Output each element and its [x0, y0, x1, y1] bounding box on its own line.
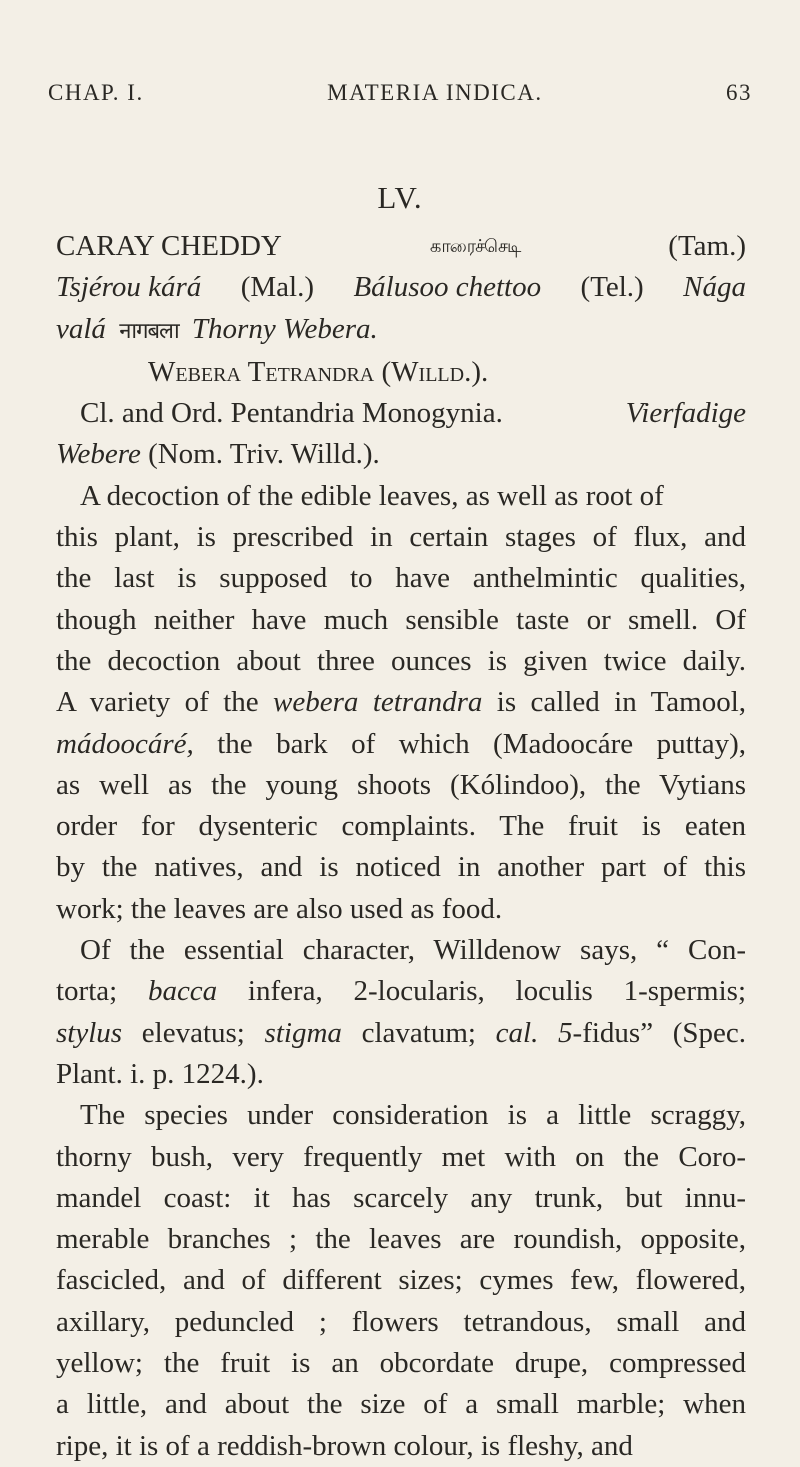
p4-line-3: mandel coast: it has scarcely any trunk, but innu- [56, 1181, 746, 1214]
p2-line-1: A decoction of the edible leaves, as well as root of [80, 479, 664, 512]
p4-line-1: The species under consideration is a little scraggy, [80, 1099, 746, 1132]
p2-line-11: work; the leaves are also used as food. [56, 892, 503, 925]
p2-line-6: A variety of the webera tetrandra is called in Tamool, [56, 686, 747, 719]
sanskrit-name: नागबला [119, 318, 179, 344]
p2-line-4: though neither have much sensible taste or smell. Of [56, 603, 746, 636]
p4-line-2: thorny bush, very frequently met with on the Coro- [56, 1140, 746, 1173]
names-line-2 [56, 309, 746, 352]
botanical-name: Webera Tetrandra (Willd.). [148, 355, 489, 388]
naga-name-continued: valá [56, 312, 106, 345]
p4-line-5: fascicled, and of different sizes; cymes few, flowered, [56, 1264, 746, 1297]
p2-line-10: by the natives, and is noticed in another part of this [56, 851, 746, 884]
p2-line-2: this plant, is prescribed in certain stages of flux, and [56, 521, 746, 554]
malayalam-tag: (Mal.) [240, 271, 315, 304]
entry-body [56, 226, 746, 1467]
tamil-script: காரைச்செடி [429, 236, 521, 257]
p2-line-5: the decoction about three ounces is given twice daily. [56, 644, 746, 677]
title-main: CARAY CHEDDY [56, 230, 282, 262]
p3-line-3: stylus elevatus; stigma clavatum; cal. 5-fidus” (Spec. [56, 1016, 747, 1049]
running-title: MATERIA INDICA. [327, 80, 543, 105]
running-header [48, 80, 752, 106]
p3-line-2: torta; bacca infera, 2-locularis, loculis 1-spermis; [56, 975, 747, 1008]
p2-line-8: as well as the young shoots (Kólindoo), the Vytians [56, 768, 746, 801]
p2-line-9: order for dysenteric complaints. The fruit is eaten [56, 810, 746, 843]
naga-name: Nága [683, 271, 746, 304]
p4-line-4: merable branches ; the leaves are roundish, opposite, [56, 1223, 746, 1256]
p2-line-7: mádoocáré, the bark of which (Madoocáre puttay), [56, 727, 746, 760]
names-line-1 [56, 267, 746, 308]
chapter-label: CHAP. I. [48, 80, 144, 105]
title-line [56, 226, 746, 267]
telugu-name: Bálusoo chettoo [353, 271, 542, 304]
p4-line-8: a little, and about the size of a small marble; when [56, 1388, 746, 1421]
tamil-tag: (Tam.) [668, 230, 746, 262]
p4-line-6: axillary, peduncled ; flowers tetrandous, small and [56, 1305, 746, 1338]
section-number: LV. [377, 180, 423, 215]
p2-line-3: the last is supposed to have anthelmintic qualities, [56, 562, 746, 595]
p1-line-1: Cl. and Ord. Pentandria Monogynia. Vierfadige [80, 397, 746, 430]
english-name: Thorny Webera. [191, 312, 378, 345]
p1-line-2: Webere (Nom. Triv. Willd.). [56, 438, 380, 471]
p3-line-4: Plant. i. p. 1224.). [56, 1057, 264, 1090]
p4-line-7: yellow; the fruit is an obcordate drupe, compressed [56, 1347, 746, 1380]
malayalam-name: Tsjérou kárá [56, 271, 202, 304]
p3-line-1: Of the essential character, Willdenow says, “ Con- [80, 934, 746, 967]
p4-line-9: ripe, it is of a reddish-brown colour, is fleshy, and [56, 1429, 633, 1462]
page-number: 63 [725, 80, 752, 105]
telugu-tag: (Tel.) [580, 271, 644, 304]
